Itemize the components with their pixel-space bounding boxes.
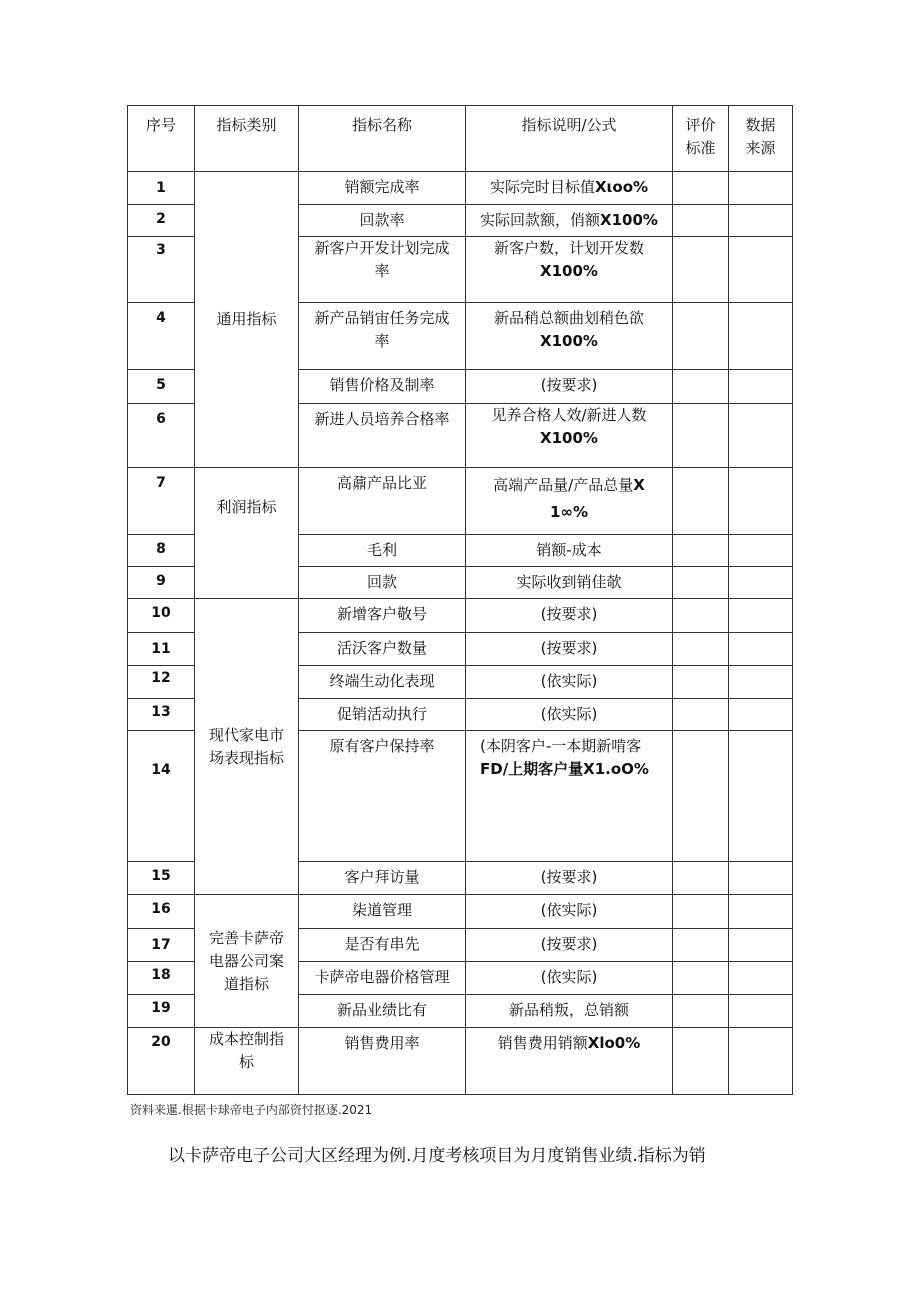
row-name: 原有客户保持率: [299, 731, 466, 862]
category-cost: 成本控制指 标: [195, 1028, 299, 1095]
table-header-row: [128, 106, 793, 172]
row-desc: (依实际): [466, 666, 673, 699]
row-name: 终端生动化表现: [299, 666, 466, 699]
row-eval: [673, 205, 729, 237]
table-row: [128, 468, 793, 535]
kpi-table: [127, 105, 793, 1095]
source-note: 资料来暹.根据卡球帝电子内部资忖抠逐.2021: [130, 1103, 373, 1117]
row-seq: 13: [128, 699, 195, 731]
row-name: 客户拜访量: [299, 862, 466, 895]
row-eval: [673, 666, 729, 699]
row-seq: 15: [128, 862, 195, 895]
header-source: 数据 来源: [729, 106, 793, 172]
row-source: [729, 468, 793, 535]
row-source: [729, 404, 793, 468]
row-seq: 5: [128, 370, 195, 404]
row-seq: 7: [128, 468, 195, 535]
table-row: [128, 172, 793, 205]
row-source: [729, 237, 793, 303]
row-desc: 新品稍总额曲划稍色欲 X100%: [466, 303, 673, 370]
row-source: [729, 962, 793, 995]
row-source: [729, 535, 793, 567]
row-seq: 4: [128, 303, 195, 370]
row-eval: [673, 172, 729, 205]
row-seq: 10: [128, 599, 195, 633]
row-desc: 销额-成本: [466, 535, 673, 567]
category-market: 现代家电市 场表现指标: [195, 599, 299, 895]
row-name: 促销活动执行: [299, 699, 466, 731]
row-eval: [673, 862, 729, 895]
row-name: 新增客户敬号: [299, 599, 466, 633]
row-desc: (依实际): [466, 699, 673, 731]
row-eval: [673, 699, 729, 731]
row-source: [729, 599, 793, 633]
row-source: [729, 731, 793, 862]
row-source: [729, 172, 793, 205]
table-row: [128, 599, 793, 633]
row-desc: (本阴客户-一本期新啃客 FD/上期客户量X1.oO%: [466, 731, 673, 862]
row-seq: 17: [128, 929, 195, 962]
row-desc: 新客户数，计划开发数 X100%: [466, 237, 673, 303]
row-source: [729, 303, 793, 370]
row-seq: 6: [128, 404, 195, 468]
category-profit: 利润指标: [195, 468, 299, 599]
row-desc: (按要求): [466, 862, 673, 895]
row-seq: 3: [128, 237, 195, 303]
header-category: 指标类别: [195, 106, 299, 172]
row-seq: 19: [128, 995, 195, 1028]
row-eval: [673, 1028, 729, 1095]
row-name: 高鼐产品比亚: [299, 468, 466, 535]
row-name: 销额完成率: [299, 172, 466, 205]
row-name: 柒道管理: [299, 895, 466, 929]
row-desc: (按要求): [466, 370, 673, 404]
row-source: [729, 205, 793, 237]
table-row: [128, 895, 793, 929]
row-name: 回款率: [299, 205, 466, 237]
row-eval: [673, 303, 729, 370]
table-row: [128, 1028, 793, 1095]
header-eval: 评价 标准: [673, 106, 729, 172]
row-name: 新产品销宙任务完成 率: [299, 303, 466, 370]
row-eval: [673, 962, 729, 995]
row-eval: [673, 929, 729, 962]
row-seq: 11: [128, 633, 195, 666]
row-eval: [673, 535, 729, 567]
row-source: [729, 895, 793, 929]
row-source: [729, 929, 793, 962]
row-seq: 16: [128, 895, 195, 929]
row-desc: 实际收到销佳欹: [466, 567, 673, 599]
row-name: 销售价格及制率: [299, 370, 466, 404]
row-desc: (依实际): [466, 962, 673, 995]
row-name: 新品业绩比有: [299, 995, 466, 1028]
row-seq: 14: [128, 731, 195, 862]
row-name: 毛利: [299, 535, 466, 567]
row-name: 新进人员培养合格率: [299, 404, 466, 468]
row-desc: 实际回款额，俏额X100%: [466, 205, 673, 237]
row-eval: [673, 599, 729, 633]
row-desc: 见养合格人效/新进人数 X100%: [466, 404, 673, 468]
row-seq: 18: [128, 962, 195, 995]
row-name: 销售费用率: [299, 1028, 466, 1095]
row-source: [729, 699, 793, 731]
row-seq: 12: [128, 666, 195, 699]
row-desc: (按要求): [466, 633, 673, 666]
row-source: [729, 995, 793, 1028]
row-desc: 高端产品量/产品总量X 1∞%: [466, 468, 673, 535]
row-seq: 1: [128, 172, 195, 205]
row-seq: 20: [128, 1028, 195, 1095]
header-seq: 序号: [128, 106, 195, 172]
row-source: [729, 666, 793, 699]
row-eval: [673, 633, 729, 666]
row-name: 新客户开发计划完成 率: [299, 237, 466, 303]
header-desc: 指标说明/公式: [466, 106, 673, 172]
row-name: 是否有串先: [299, 929, 466, 962]
row-seq: 2: [128, 205, 195, 237]
row-desc: 销售费用销额Xlo0%: [466, 1028, 673, 1095]
row-eval: [673, 468, 729, 535]
row-desc: (依实际): [466, 895, 673, 929]
row-source: [729, 370, 793, 404]
header-name: 指标名称: [299, 106, 466, 172]
row-source: [729, 1028, 793, 1095]
row-eval: [673, 567, 729, 599]
row-desc: 实际完时目标值Xιoo%: [466, 172, 673, 205]
row-name: 活沃客户数量: [299, 633, 466, 666]
row-eval: [673, 370, 729, 404]
row-eval: [673, 404, 729, 468]
row-eval: [673, 895, 729, 929]
row-eval: [673, 731, 729, 862]
category-general: 通用指标: [195, 172, 299, 468]
row-source: [729, 567, 793, 599]
row-source: [729, 862, 793, 895]
row-source: [729, 633, 793, 666]
row-eval: [673, 237, 729, 303]
row-desc: 新品稍叛，总销额: [466, 995, 673, 1028]
row-name: 回款: [299, 567, 466, 599]
row-name: 卡萨帝电器价格管理: [299, 962, 466, 995]
row-desc: (按要求): [466, 599, 673, 633]
row-eval: [673, 995, 729, 1028]
category-channel: 完善卡萨帝 电器公司案 道指标: [195, 895, 299, 1028]
row-seq: 9: [128, 567, 195, 599]
row-seq: 8: [128, 535, 195, 567]
body-paragraph: 以卡萨帝电子公司大区经理为例.月度考核项目为月度销售业绩.指标为销: [168, 1146, 706, 1166]
row-desc: (按要求): [466, 929, 673, 962]
